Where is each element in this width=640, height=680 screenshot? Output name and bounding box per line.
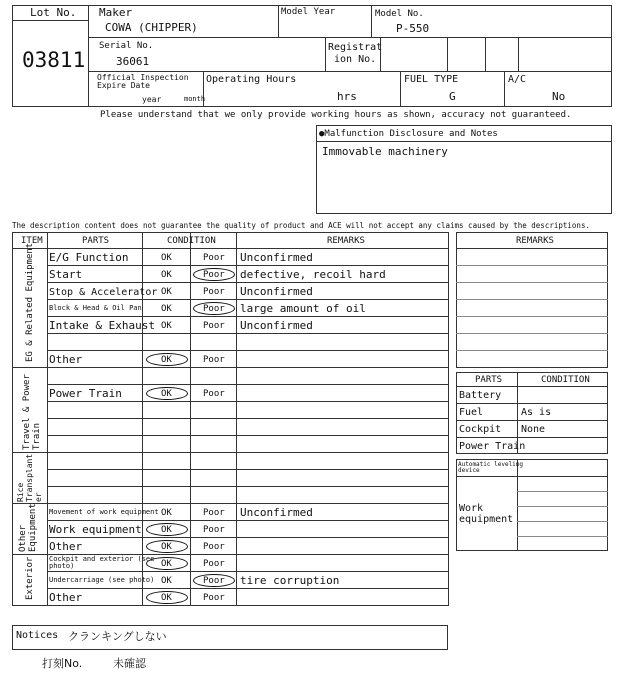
part-start: Start xyxy=(49,268,83,281)
part-other-eq-other: Other xyxy=(49,540,83,553)
fuel-type-label: FUEL TYPE xyxy=(404,74,459,85)
hours-unit: hrs xyxy=(337,90,357,103)
lot-number: 03811 xyxy=(22,48,86,72)
poor-undercarriage: Poor xyxy=(203,576,225,586)
notices-label: Notices xyxy=(16,630,59,641)
part-eg-function: E/G Function xyxy=(49,251,129,264)
remark-undercarriage: tire corruption xyxy=(240,574,340,587)
auto-leveling-label-2: device xyxy=(458,467,480,474)
poor-cockpit-exterior: Poor xyxy=(203,559,225,569)
part-stop: Stop & Accelerator xyxy=(49,287,158,298)
ok-block: OK xyxy=(161,304,172,314)
ac-value: No xyxy=(552,90,566,103)
hours-note: Please understand that we only provide working hours as shown, accuracy not guaranteed. xyxy=(100,110,572,120)
group-exterior-label: Exterior xyxy=(25,556,35,600)
ok-exterior-other-circle xyxy=(146,591,188,604)
pc-battery: Battery xyxy=(459,390,502,401)
model-no-label: Model No. xyxy=(375,9,424,19)
ok-other-eq-other-circle xyxy=(146,540,188,553)
remarks-header: REMARKS xyxy=(327,236,365,246)
poor-start: Poor xyxy=(203,270,225,280)
remark-stop: Unconfirmed xyxy=(240,285,313,298)
ok-other-eq-other: OK xyxy=(161,542,172,552)
fuel-type-value: G xyxy=(449,90,456,103)
pc-fuel: Fuel xyxy=(459,407,484,418)
part-exterior-other: Other xyxy=(49,591,83,604)
remark-movement: Unconfirmed xyxy=(240,506,313,519)
remark-intake: Unconfirmed xyxy=(240,319,313,332)
pc-condition-header: CONDITION xyxy=(541,375,590,385)
pc-cockpit: Cockpit xyxy=(459,424,502,435)
group-rice-label: Rice Transplant er xyxy=(16,453,43,502)
model-no-value: P-550 xyxy=(396,22,430,35)
poor-stop: Poor xyxy=(203,287,225,297)
lot-label: Lot No. xyxy=(30,6,77,19)
part-cockpit-exterior-1: Cockpit and exterior (see xyxy=(49,555,155,563)
ok-start: OK xyxy=(161,270,172,280)
poor-start-circle xyxy=(193,268,235,281)
header-box xyxy=(12,5,612,107)
part-eg-other: Other xyxy=(49,353,83,366)
hours-label: Operating Hours xyxy=(206,74,297,85)
inspection-label-1: Official Inspection xyxy=(97,73,189,82)
parts-header: PARTS xyxy=(82,236,110,246)
auto-leveling-label-1: Automatic leveling xyxy=(458,461,524,468)
poor-undercarriage-circle xyxy=(193,574,235,587)
maker-label: Maker xyxy=(99,6,133,19)
pc-power-train: Power Train xyxy=(459,441,526,452)
poor-eg-other: Poor xyxy=(203,355,225,365)
remark-block: large amount of oil xyxy=(240,302,366,315)
work-equipment-label-2: equipment xyxy=(459,514,514,525)
ok-stop: OK xyxy=(161,287,172,297)
ok-power-train-circle xyxy=(146,387,188,400)
ok-power-train: OK xyxy=(161,389,172,399)
malfunction-text: Immovable machinery xyxy=(322,145,448,158)
poor-block: Poor xyxy=(203,304,225,314)
pc-parts-header: PARTS xyxy=(475,375,503,385)
poor-other-eq-other: Poor xyxy=(203,542,225,552)
group-travel-label: Travel & Power Train xyxy=(22,374,42,450)
item-header: ITEM xyxy=(21,236,43,246)
part-undercarriage: Undercarriage (see photo) xyxy=(49,576,155,584)
ok-work-equipment-circle xyxy=(146,523,188,536)
notices-text: クランキングしない xyxy=(68,630,167,643)
condition-header: CONDITION xyxy=(167,236,216,246)
ok-undercarriage: OK xyxy=(161,576,172,586)
ok-cockpit-exterior-circle xyxy=(146,557,188,570)
remark-start: defective, recoil hard xyxy=(240,268,386,281)
part-power-train: Power Train xyxy=(49,387,122,400)
poor-eg-function: Poor xyxy=(203,253,225,263)
model-year-label: Model Year xyxy=(281,7,336,17)
poor-exterior-other: Poor xyxy=(203,593,225,603)
ok-eg-function: OK xyxy=(161,253,172,263)
part-work-equipment: Work equipment xyxy=(49,523,142,536)
poor-power-train: Poor xyxy=(203,389,225,399)
right-remarks-box xyxy=(456,232,608,368)
serial-value: 36061 xyxy=(116,55,150,68)
ok-work-equipment: OK xyxy=(161,525,172,535)
work-equipment-label-1: Work xyxy=(459,503,484,514)
group-eg-label: EG & Related Equipment xyxy=(25,242,35,362)
pc-fuel-value: As is xyxy=(521,407,552,418)
ok-intake: OK xyxy=(161,321,172,331)
ok-eg-other-circle xyxy=(146,353,188,366)
inspection-label-2: Expire Date xyxy=(97,81,150,90)
serial-label: Serial No. xyxy=(99,41,154,51)
stamp-label: 打刻No. xyxy=(42,657,83,670)
part-block: Block & Head & Oil Pan xyxy=(49,304,142,312)
poor-movement: Poor xyxy=(203,508,225,518)
ok-eg-other: OK xyxy=(161,355,172,365)
malfunction-title: ●Malfunction Disclosure and Notes xyxy=(319,129,498,139)
month-label: month xyxy=(184,95,206,103)
group-other-label: Other Equipment xyxy=(18,503,38,552)
part-intake: Intake & Exhaust xyxy=(49,319,155,332)
ac-label: A/C xyxy=(508,74,527,85)
registration-label-1: Registrat xyxy=(328,42,383,53)
ok-movement: OK xyxy=(161,508,172,518)
part-cockpit-exterior-2: photo) xyxy=(49,562,75,570)
part-movement: Movement of work equipment xyxy=(49,508,159,516)
registration-label-2: ion No. xyxy=(334,54,377,65)
disclaimer: The description content does not guarantee the quality of product and ACE will not accept any claims caused by the descriptions. xyxy=(12,221,590,230)
remark-eg-function: Unconfirmed xyxy=(240,251,313,264)
poor-block-circle xyxy=(193,302,235,315)
poor-work-equipment: Poor xyxy=(203,525,225,535)
ok-exterior-other: OK xyxy=(161,593,172,603)
maker-value: COWA (CHIPPER) xyxy=(105,21,198,34)
pc-cockpit-value: None xyxy=(521,424,546,435)
stamp-value: 未確認 xyxy=(113,657,146,670)
poor-intake: Poor xyxy=(203,321,225,331)
year-label: year xyxy=(142,95,162,104)
right-remarks-header: REMARKS xyxy=(516,236,554,246)
ok-cockpit-exterior: OK xyxy=(161,559,172,569)
